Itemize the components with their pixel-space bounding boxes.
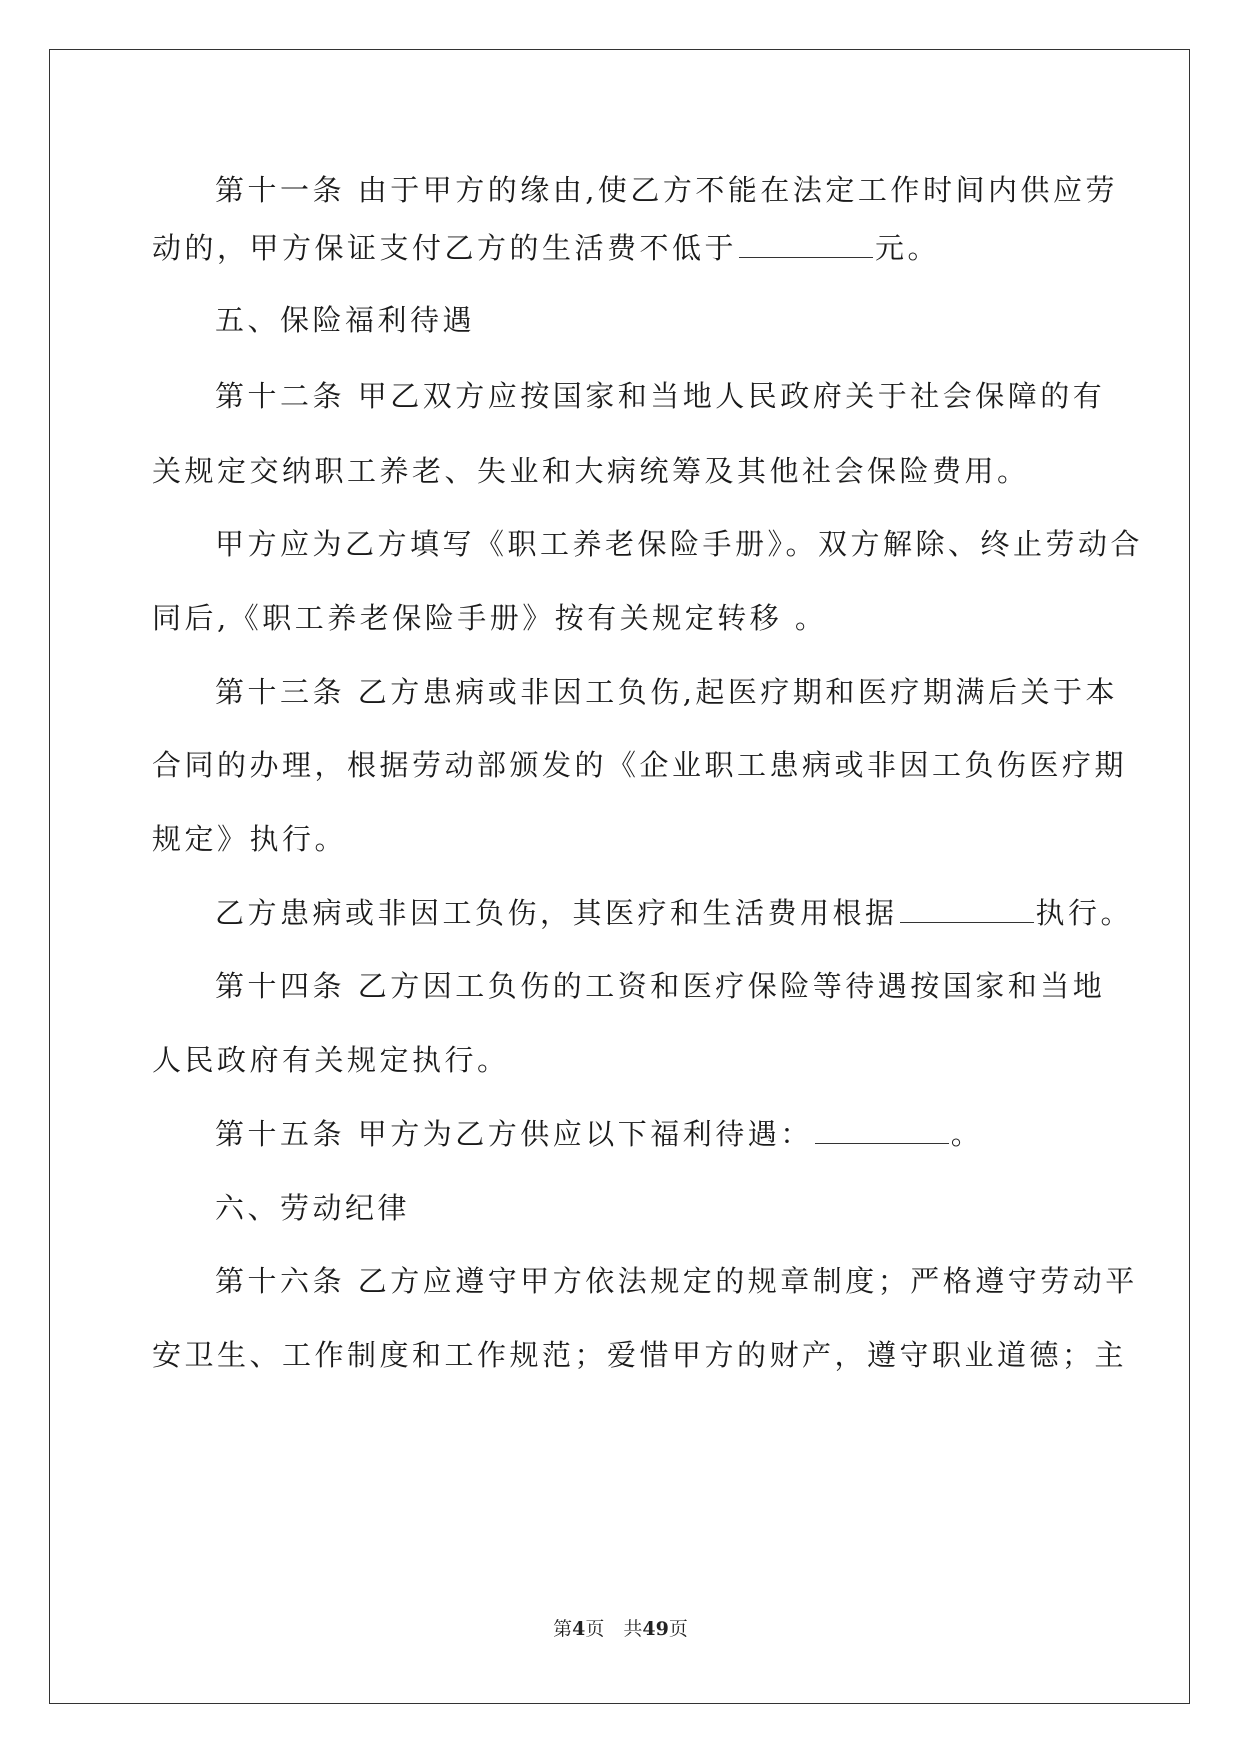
- article-16-line-2: 安卫生、工作制度和工作规范；爱惜甲方的财产，遵守职业道德；主: [152, 1338, 1128, 1372]
- article-12-line-3: 甲方应为乙方填写《职工养老保险手册》。双方解除、终止劳动合: [215, 527, 1144, 561]
- fill-in-blank: [815, 1119, 949, 1144]
- article-11-line-2: [152, 228, 940, 268]
- article-11-line-1: 第十一条 由于甲方的缘由,使乙方不能在法定工作时间内供应劳: [215, 173, 1118, 207]
- article-12-line-4: 同后,《职工养老保险手册》按有关规定转移 。: [152, 601, 828, 635]
- article-13-line-3: 规定》执行。: [152, 822, 348, 856]
- article-12-line-1: 第十二条 甲乙双方应按国家和当地人民政府关于社会保障的有: [215, 379, 1106, 413]
- current-page-number: 4: [572, 1618, 586, 1640]
- section-6-heading: 六、劳动纪律: [215, 1191, 411, 1225]
- article-14-line-2: 人民政府有关规定执行。: [152, 1043, 510, 1077]
- article-15-end: 。: [950, 1117, 984, 1151]
- footer-prefix: 第: [553, 1618, 573, 1640]
- article-14-line-1: 第十四条 乙方因工负伤的工资和医疗保险等待遇按国家和当地: [215, 969, 1106, 1003]
- article-15-line: [215, 1114, 983, 1154]
- article-11-unit: 元。: [875, 231, 941, 265]
- article-13-line-1: 第十三条 乙方患病或非因工负伤,起医疗期和医疗期满后关于本: [215, 675, 1118, 709]
- article-16-line-1: 第十六条 乙方应遵守甲方依法规定的规章制度；严格遵守劳动平: [215, 1264, 1138, 1298]
- page-border: [49, 49, 1190, 1704]
- section-5-heading: 五、保险福利待遇: [215, 303, 476, 337]
- article-15-text: 第十五条 甲方为乙方供应以下福利待遇：: [215, 1117, 813, 1151]
- article-13-line-4: [215, 893, 1133, 933]
- footer-suffix: 页: [668, 1618, 688, 1640]
- article-13-text: 乙方患病或非因工负伤，其医疗和生活费用根据: [215, 896, 898, 930]
- footer-mid: 页 共: [585, 1618, 643, 1640]
- article-11-text: 动的，甲方保证支付乙方的生活费不低于: [152, 231, 738, 265]
- article-13-end: 执行。: [1035, 896, 1134, 930]
- page-number-footer: [0, 1614, 1241, 1641]
- fill-in-blank: [739, 233, 873, 258]
- article-12-line-2: 关规定交纳职工养老、失业和大病统筹及其他社会保险费用。: [152, 454, 1030, 488]
- article-13-line-2: 合同的办理，根据劳动部颁发的《企业职工患病或非因工负伤医疗期: [152, 748, 1128, 782]
- total-page-count: 49: [642, 1618, 669, 1640]
- fill-in-blank: [900, 898, 1034, 923]
